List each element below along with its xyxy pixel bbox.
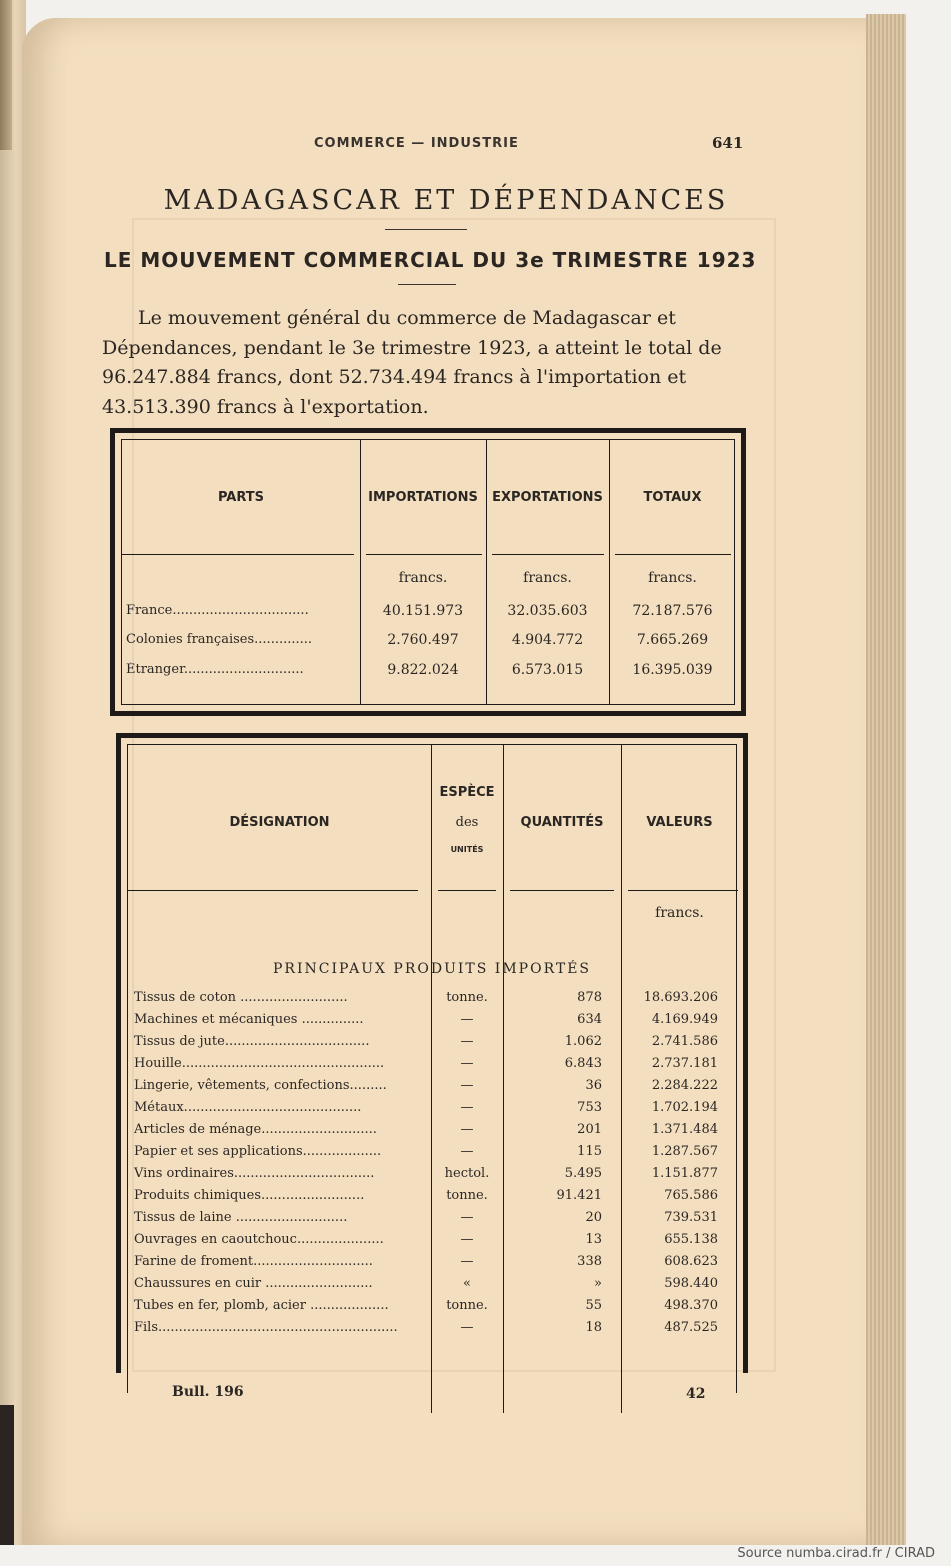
header-exportations: EXPORTATIONS (492, 490, 603, 505)
product-value: 608.623 (664, 1254, 718, 1269)
product-unit: — (460, 1254, 474, 1269)
page-edges (866, 14, 906, 1545)
product-unit: tonne. (446, 1298, 488, 1313)
product-unit: — (460, 1320, 474, 1335)
product-name: Articles de ménage............................ (134, 1122, 377, 1137)
product-name: Machines et mécaniques ............... (134, 1012, 364, 1027)
product-unit: — (460, 1056, 474, 1071)
subtitle-rule (398, 284, 456, 285)
cell-value: 16.395.039 (632, 662, 713, 678)
source-credit: Source numba.cirad.fr / CIRAD (737, 1546, 935, 1561)
title-rule (385, 229, 467, 230)
trade-by-origin-table (110, 428, 746, 716)
page-number: 641 (712, 134, 744, 152)
product-name: Chaussures en cuir .......................... (134, 1276, 373, 1291)
header-quantites: QUANTITÉS (520, 815, 604, 830)
row-label: France................................. (126, 603, 309, 618)
product-quantity: 55 (585, 1298, 602, 1313)
cell-value: 40.151.973 (382, 603, 464, 619)
unit-label: francs. (523, 570, 572, 586)
product-quantity: » (594, 1276, 602, 1291)
product-value: 2.741.586 (651, 1034, 718, 1049)
product-name: Métaux........................................... (134, 1100, 362, 1115)
product-name: Ouvrages en caoutchouc..................... (134, 1232, 384, 1247)
footer-sheet-number: 42 (686, 1386, 706, 1402)
header-espece: ESPÈCE (439, 785, 495, 800)
page-title: MADAGASCAR ET DÉPENDANCES (163, 185, 729, 216)
product-unit: « (463, 1276, 471, 1291)
product-unit: — (460, 1144, 474, 1159)
product-value: 1.702.194 (651, 1100, 718, 1115)
product-value: 1.371.484 (651, 1122, 718, 1137)
product-value: 655.138 (664, 1232, 718, 1247)
product-quantity: 5.495 (564, 1166, 602, 1181)
row-label: Colonies françaises.............. (126, 632, 313, 647)
header-parts: PARTS (217, 490, 265, 505)
product-name: Tubes en fer, plomb, acier ................... (134, 1298, 389, 1313)
product-quantity: 13 (585, 1232, 602, 1247)
product-name: Tissus de jute................................... (134, 1034, 370, 1049)
product-name: Tissus de laine ........................... (134, 1210, 348, 1225)
product-quantity: 634 (577, 1012, 602, 1027)
product-unit: tonne. (446, 1188, 488, 1203)
running-head: COMMERCE — INDUSTRIE (314, 136, 519, 151)
product-quantity: 753 (577, 1100, 602, 1115)
cell-value: 4.904.772 (511, 632, 584, 648)
binding-cord (0, 0, 12, 150)
header-des: des (455, 815, 479, 830)
product-value: 498.370 (664, 1298, 718, 1313)
product-unit: tonne. (446, 990, 488, 1005)
product-value: 2.284.222 (651, 1078, 718, 1093)
product-value: 1.287.567 (651, 1144, 718, 1159)
product-value: 739.531 (664, 1210, 718, 1225)
product-value: 18.693.206 (643, 990, 718, 1005)
product-quantity: 18 (585, 1320, 602, 1335)
product-value: 1.151.877 (651, 1166, 718, 1181)
product-quantity: 878 (577, 990, 602, 1005)
header-valeurs: VALEURS (646, 815, 713, 830)
product-quantity: 36 (585, 1078, 602, 1093)
section-heading: PRINCIPAUX PRODUITS IMPORTÉS (272, 961, 592, 977)
unit-label: francs. (398, 570, 448, 586)
imported-products-table (116, 733, 748, 1373)
product-unit: — (460, 1232, 474, 1247)
cell-value: 7.665.269 (636, 632, 709, 648)
product-quantity: 91.421 (556, 1188, 602, 1203)
paragraph-line: 43.513.390 francs à l'exportation. (102, 395, 429, 418)
product-name: Fils.......................................................... (134, 1320, 398, 1335)
product-unit: — (460, 1122, 474, 1137)
product-quantity: 6.843 (564, 1056, 602, 1071)
product-name: Produits chimiques......................... (134, 1188, 365, 1203)
product-quantity: 201 (577, 1122, 602, 1137)
product-value: 598.440 (664, 1276, 718, 1291)
header-totaux: TOTAUX (643, 490, 702, 505)
binding-ribbon (0, 1405, 14, 1545)
product-value: 765.586 (664, 1188, 718, 1203)
product-quantity: 115 (577, 1144, 602, 1159)
product-unit: — (460, 1078, 474, 1093)
product-name: Farine de froment............................. (134, 1254, 373, 1269)
header-importations: IMPORTATIONS (368, 490, 478, 505)
unit-label: francs. (655, 905, 704, 921)
product-name: Vins ordinaires.................................. (134, 1166, 375, 1181)
cell-value: 6.573.015 (511, 662, 584, 678)
cell-value: 32.035.603 (507, 603, 588, 619)
paragraph-line: Dépendances, pendant le 3e trimestre 1923, a atteint le total de (102, 336, 722, 359)
product-name: Tissus de coton .......................... (134, 990, 348, 1005)
header-designation: DÉSIGNATION (229, 815, 330, 830)
product-unit: hectol. (444, 1166, 490, 1181)
product-name: Lingerie, vêtements, confections......... (134, 1078, 387, 1093)
product-value: 487.525 (664, 1320, 718, 1335)
paragraph-line: Le mouvement général du commerce de Madagascar et (138, 307, 676, 329)
product-name: Papier et ses applications................... (134, 1144, 382, 1159)
product-quantity: 1.062 (564, 1034, 602, 1049)
product-quantity: 20 (585, 1210, 602, 1225)
row-label: Étranger............................. (126, 662, 304, 677)
cell-value: 2.760.497 (387, 632, 459, 648)
product-unit: — (460, 1012, 474, 1027)
product-unit: — (460, 1100, 474, 1115)
product-unit: — (460, 1210, 474, 1225)
product-quantity: 338 (577, 1254, 602, 1269)
subtitle: LE MOUVEMENT COMMERCIAL DU 3e TRIMESTRE 1923 (104, 248, 757, 272)
intro-paragraph (102, 304, 746, 422)
product-name: Houille................................................. (134, 1056, 385, 1071)
cell-value: 9.822.024 (387, 662, 459, 678)
cell-value: 72.187.576 (632, 603, 713, 619)
footer-signature: Bull. 196 (172, 1384, 244, 1400)
product-unit: — (460, 1034, 474, 1049)
product-value: 4.169.949 (651, 1012, 718, 1027)
unit-label: francs. (648, 570, 697, 586)
product-value: 2.737.181 (651, 1056, 718, 1071)
paragraph-line: 96.247.884 francs, dont 52.734.494 francs à l'importation et (102, 366, 687, 388)
header-unites: UNITÉS (450, 845, 484, 854)
